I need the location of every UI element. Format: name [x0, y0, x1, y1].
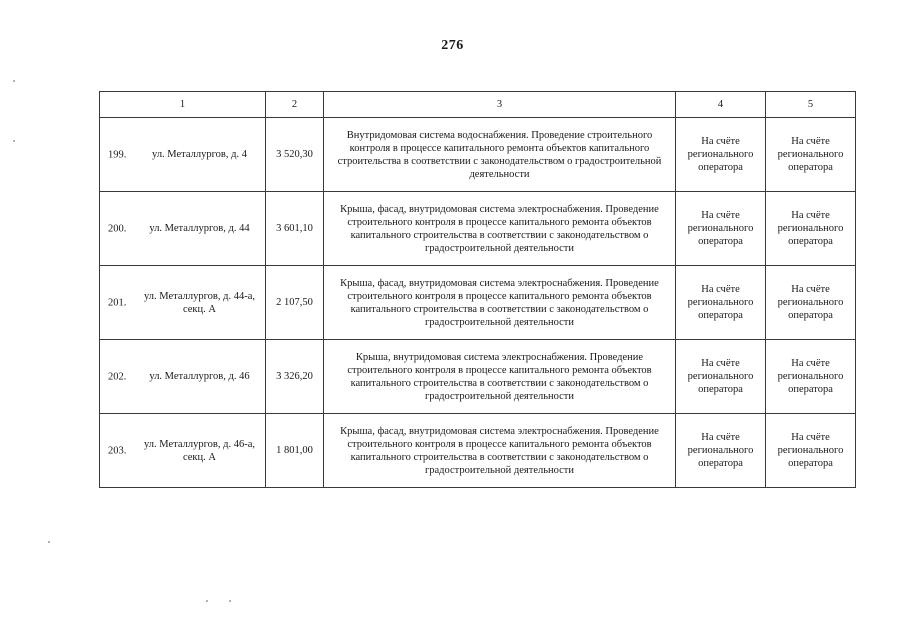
address-cell [100, 414, 266, 488]
funding-cell-col4: На счёте регионального оператора [676, 192, 766, 266]
cost-cell: 3 326,20 [266, 340, 324, 414]
row-number: 203. [108, 445, 127, 456]
row-number: 200. [108, 223, 127, 234]
column-header: 3 [324, 92, 676, 118]
address-cell [100, 192, 266, 266]
funding-cell-col5: На счёте регионального оператора [766, 118, 856, 192]
column-header: 4 [676, 92, 766, 118]
table-row [100, 340, 856, 414]
table-row [100, 414, 856, 488]
scan-speck [13, 140, 15, 142]
table-header-row [100, 92, 856, 118]
funding-cell-col5: На счёте регионального оператора [766, 266, 856, 340]
funding-cell-col5: На счёте регионального оператора [766, 414, 856, 488]
cost-cell: 1 801,00 [266, 414, 324, 488]
page-number: 276 [441, 38, 464, 53]
column-header: 5 [766, 92, 856, 118]
cost-cell: 3 520,30 [266, 118, 324, 192]
column-header: 2 [266, 92, 324, 118]
funding-cell-col4: На счёте регионального оператора [676, 266, 766, 340]
description-cell: Крыша, фасад, внутридомовая система электроснабжения. Проведение строительного контроля в процессе капитального ремонта объектов капитального строительства в соответствии с законодательством о градостроительной деятельности [324, 192, 676, 266]
description-cell: Крыша, фасад, внутридомовая система электроснабжения. Проведение строительного контроля в процессе капитального ремонта объектов капитального строительства в соответствии с законодательством о градостроительной деятельности [324, 414, 676, 488]
cost-cell: 2 107,50 [266, 266, 324, 340]
address-cell [100, 118, 266, 192]
address-cell [100, 266, 266, 340]
scan-speck [13, 80, 15, 82]
address-text: ул. Металлургов, д. 46 [149, 371, 250, 382]
column-header: 1 [100, 92, 266, 118]
funding-cell-col4: На счёте регионального оператора [676, 340, 766, 414]
funding-cell-col4: На счёте регионального оператора [676, 118, 766, 192]
funding-cell-col5: На счёте регионального оператора [766, 340, 856, 414]
description-cell: Крыша, фасад, внутридомовая система электроснабжения. Проведение строительного контроля в процессе капитального ремонта объектов капитального строительства в соответствии с законодательством о градостроительной деятельности [324, 266, 676, 340]
funding-cell-col5: На счёте регионального оператора [766, 192, 856, 266]
description-cell: Крыша, внутридомовая система электроснабжения. Проведение строительного контроля в процессе капитального ремонта объектов капитального строительства в соответствии с законодательством о градостроительной деятельности [324, 340, 676, 414]
table-row [100, 118, 856, 192]
cost-cell: 3 601,10 [266, 192, 324, 266]
scan-speck [48, 541, 50, 543]
funding-cell-col4: На счёте регионального оператора [676, 414, 766, 488]
scan-speck [229, 600, 231, 602]
works-table [99, 91, 856, 488]
scan-speck [206, 600, 208, 602]
row-number: 199. [108, 149, 127, 160]
address-text: ул. Металлургов, д. 44 [149, 223, 250, 234]
row-number: 201. [108, 297, 127, 308]
table-row [100, 266, 856, 340]
row-number: 202. [108, 371, 127, 382]
description-cell: Внутридомовая система водоснабжения. Проведение строительного контроля в процессе капитального ремонта объектов капитального строительства в соответствии с законодательством о градостроительной деятельности [324, 118, 676, 192]
address-text: ул. Металлургов, д. 44-а, секц. А [144, 290, 255, 315]
address-text: ул. Металлургов, д. 46-а, секц. А [144, 438, 255, 463]
table-row [100, 192, 856, 266]
address-cell [100, 340, 266, 414]
address-text: ул. Металлургов, д. 4 [152, 149, 247, 160]
